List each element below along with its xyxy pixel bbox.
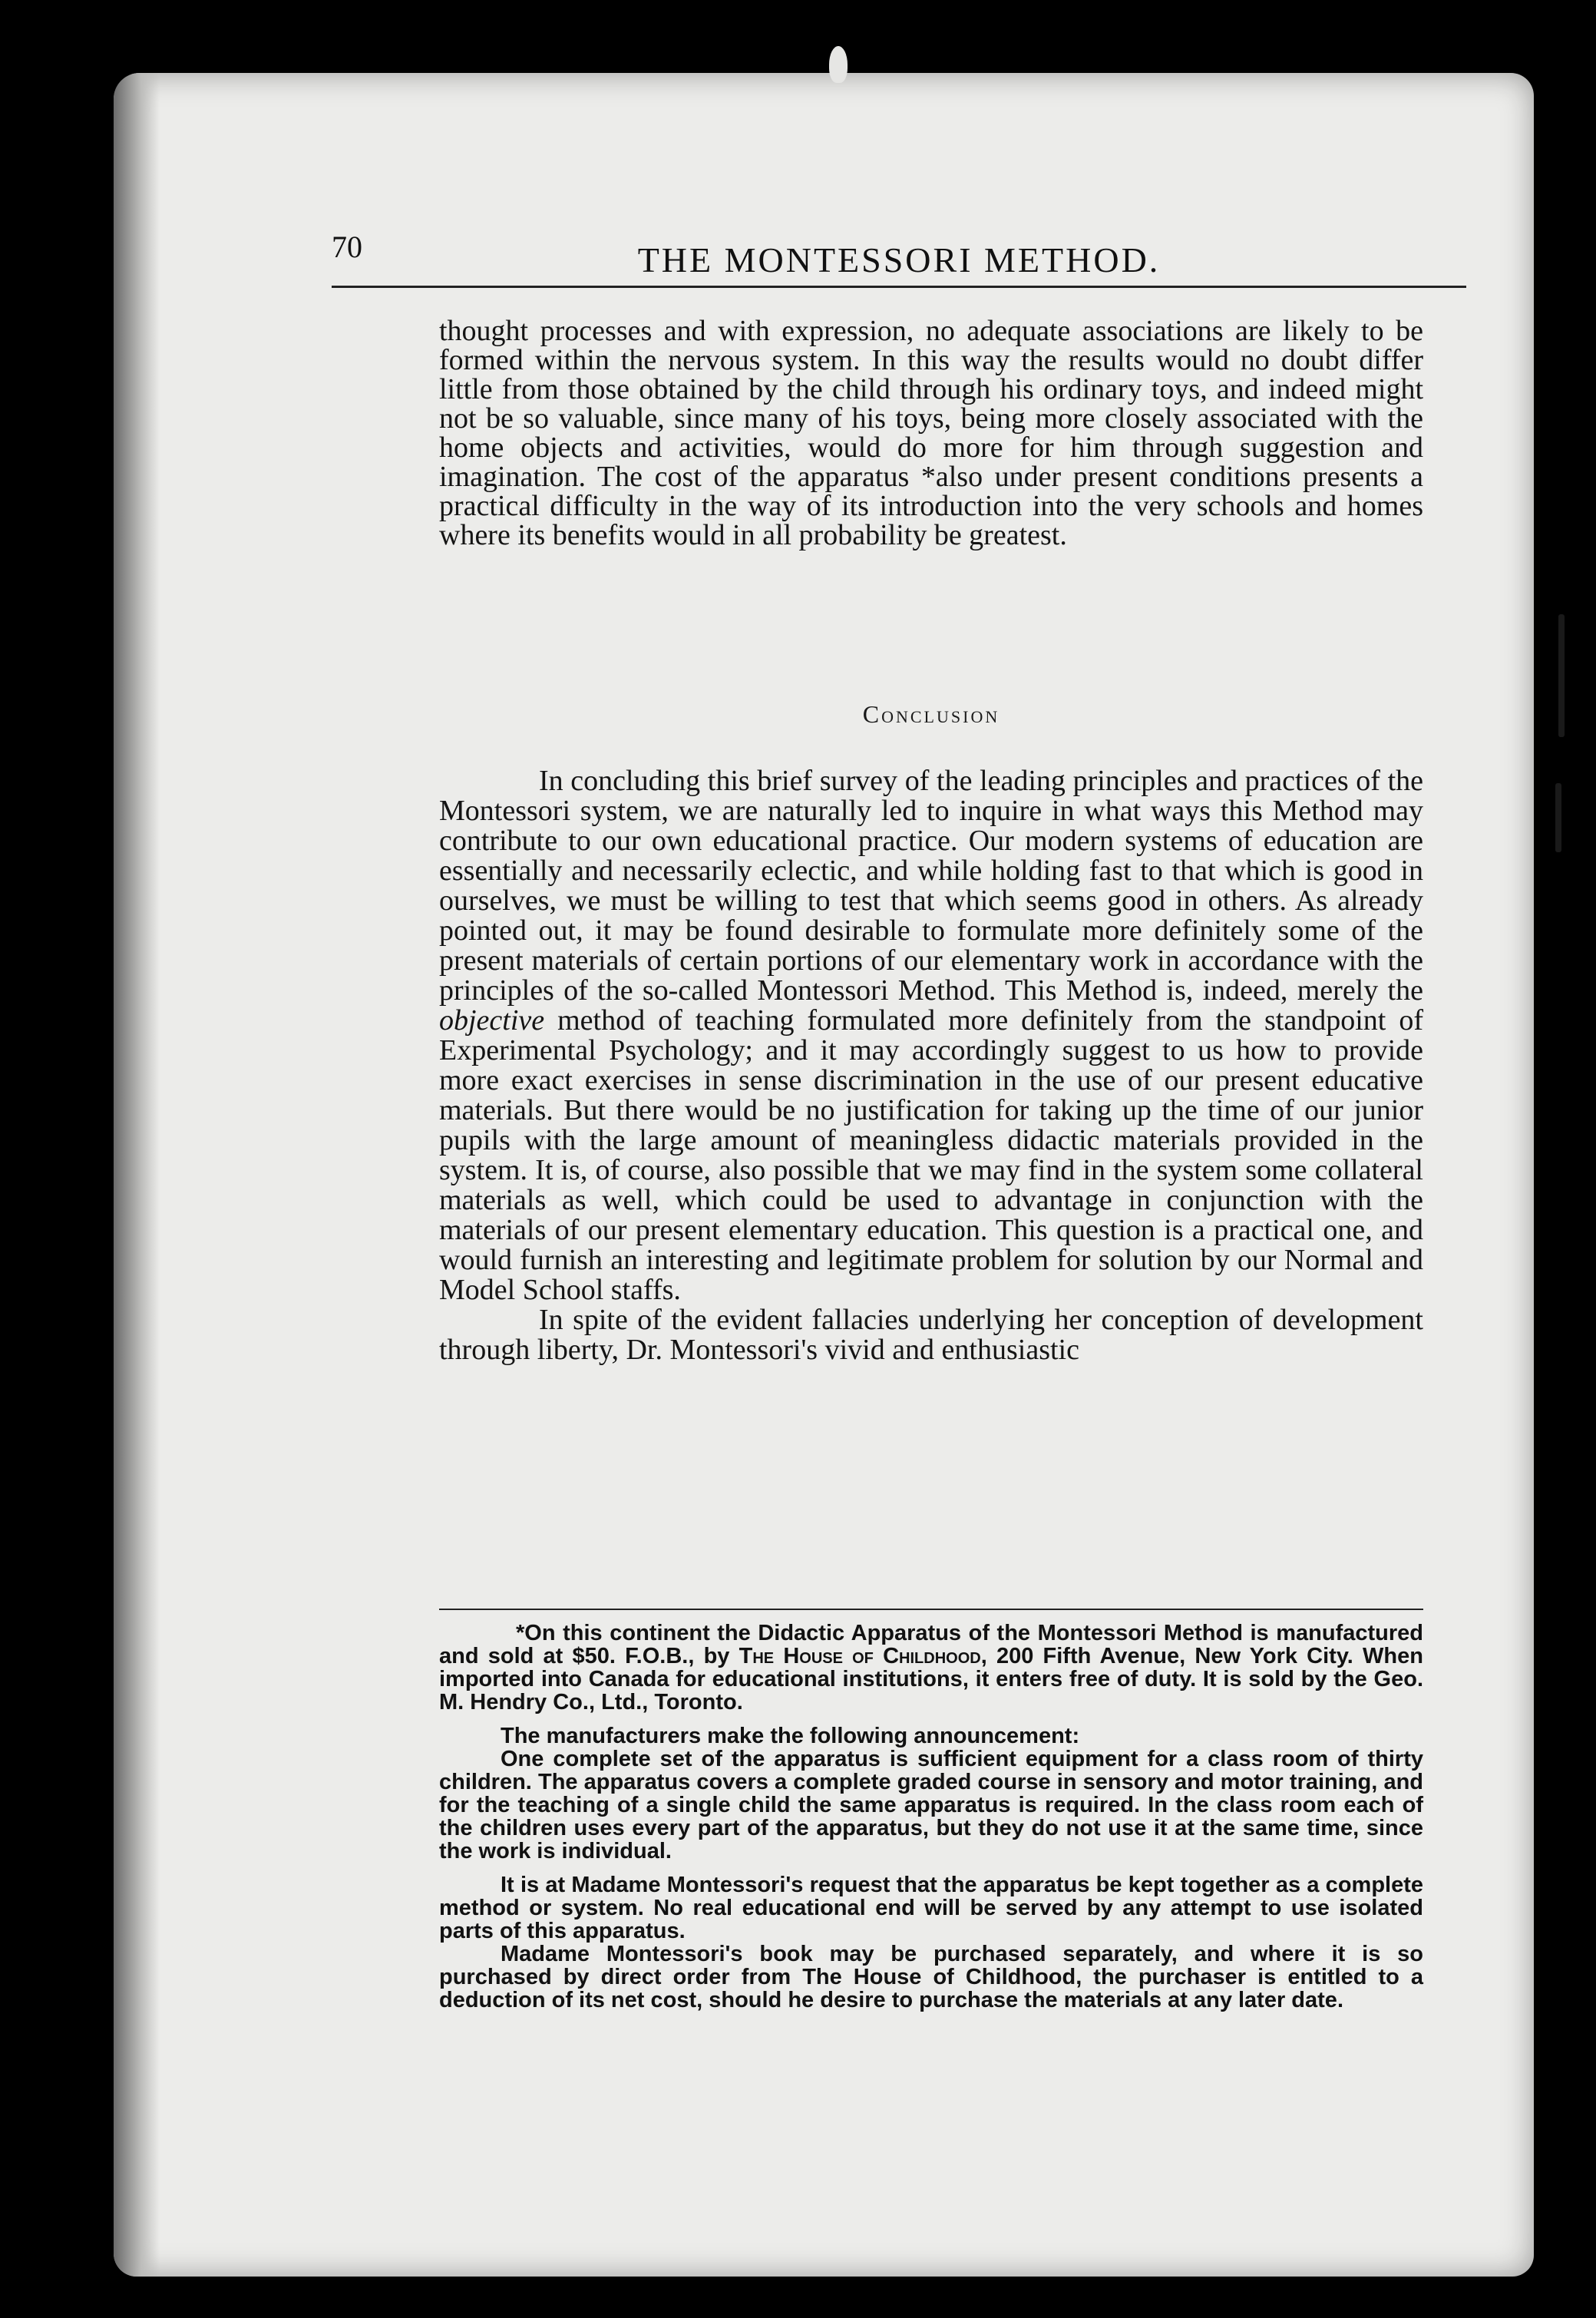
footnote-paragraph: The manufacturers make the following announcement: <box>501 1724 1080 1748</box>
footnote-rule <box>439 1609 1423 1610</box>
footnote-paragraph: It is at Madame Montessori's request that the apparatus be kept together as a complete method or system. No real educational end will be served by any attempt to use isolated parts of this apparatus. <box>439 1873 1423 1943</box>
header-rule <box>332 286 1466 288</box>
footnote-text: *On this continent the Didactic Apparatus of the Montessori Method is manufactured and sold at $50. F.O.B., by <box>439 1621 1423 1668</box>
right-edge-mark <box>1555 783 1561 852</box>
page-header <box>332 229 1466 283</box>
emphasis-text: objective <box>439 1004 545 1037</box>
scan-top-mark <box>829 46 848 83</box>
paragraph <box>439 766 1423 1305</box>
paragraph: thought processes and with expression, no adequate associations are likely to be formed within the nervous system. In this way the results would no doubt differ little from those obtained by the child through his ordinary toys, and indeed might not be so valuable, since many of his toys, being more closely associated with the home objects and activities, would do more for him through suggestion and imagination. The cost of the apparatus *also under present conditions presents a practical difficulty in the way of its introduction into the very schools and homes where its benefits would in all probability be greatest. <box>439 315 1423 551</box>
body-text <box>439 316 1423 666</box>
footnote-paragraph: One complete set of the apparatus is sufficient equipment for a class room of thirty children. The apparatus covers a complete graded course in sensory and motor training, and for the teaching of a single child the same apparatus is required. In the class room each of the children uses every part of the apparatus, but they do not use it at the same time, since the work is individual. <box>439 1747 1423 1863</box>
conclusion-text <box>439 766 1423 1365</box>
right-edge-mark <box>1558 614 1565 737</box>
paragraph-text: method of teaching formulated more definitely from the standpoint of Experimental Psychology; and it may accordingly suggest to us how to provide more exact exercises in sense discrimination in the use of our present educative materials. But there would be no justification for taking up the time of our junior pupils with the large amount of meaningless didactic materials provided in the system. It is, of course, also possible that we may find in the system some collateral materials as well, which could be used to advantage in conjunction with the materials of our present elementary education. This question is a practical one, and would furnish an interesting and legitimate problem for solution by our Normal and Model School staffs. <box>439 1004 1423 1306</box>
page-binding-shadow <box>114 73 160 2277</box>
paragraph-text: In concluding this brief survey of the leading principles and practices of the Montessori system, we are naturally led to inquire in what ways this Method may contribute to our own educational practice. Our modern systems of education are essentially and necessarily eclectic, and while holding fast to that which is good in ourselves, we must be willing to test that which seems good in others. As already pointed out, it may be found desirable to formulate more definitely some of the present materials of certain portions of our elementary work in accordance with the principles of the so-called Montessori Method. This Method is, indeed, merely the <box>439 765 1423 1007</box>
footnote-paragraph <box>439 1622 1423 1714</box>
page-number: 70 <box>332 230 362 264</box>
section-heading: Conclusion <box>862 700 1000 728</box>
footnote-text: The House of Childhood <box>739 1644 981 1668</box>
footnote-text: , 200 Fifth Avenue, New York City. When imported into Canada for educational institutions, it enters free of duty. It is sold by the Geo. M. Hendry Co., Ltd., Toronto. <box>439 1644 1423 1715</box>
running-head: THE MONTESSORI METHOD. <box>637 240 1161 279</box>
footnote-paragraph: Madame Montessori's book may be purchased separately, and where it is so purchased by direct order from The House of Childhood, the purchaser is entitled to a deduction of its net cost, should he desire to purchase the materials at any later date. <box>439 1942 1423 2012</box>
paragraph: In spite of the evident fallacies underlying her conception of development through liberty, Dr. Montessori's vivid and enthusiastic <box>439 1304 1423 1366</box>
footnote <box>439 1622 1423 2012</box>
